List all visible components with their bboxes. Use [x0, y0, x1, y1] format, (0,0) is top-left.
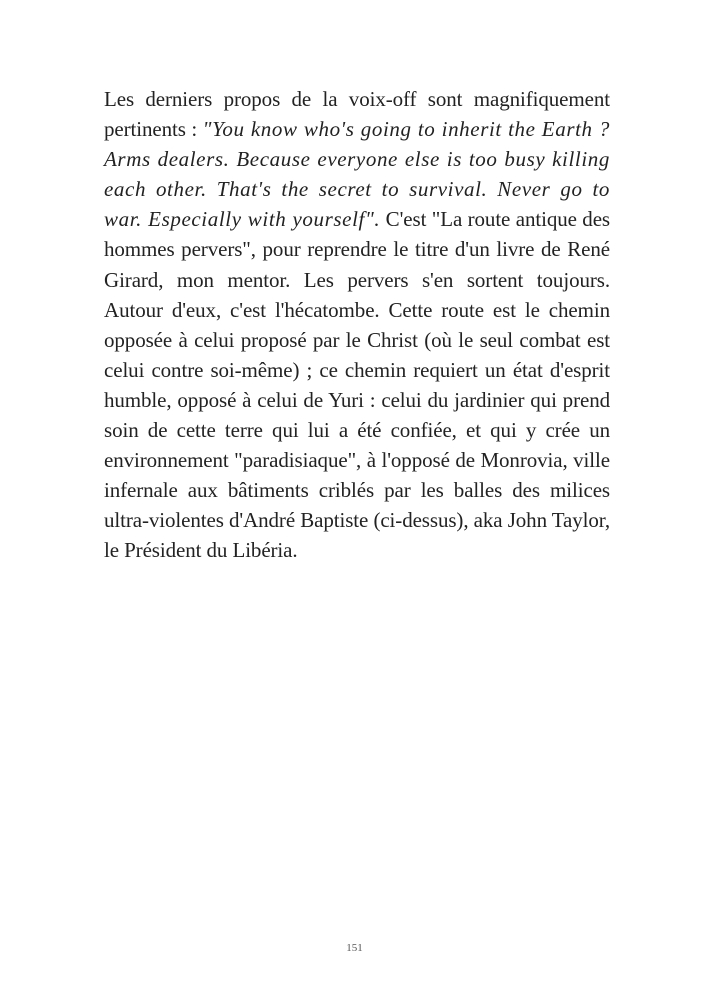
paragraph-commentary: C'est "La route antique des hommes pervers", pour reprendre le titre d'un livre de René Girard, mon mentor. Les pervers s'en sortent toujours. Autour d'eux, c'est l'hécatombe. Cette route est le chemin opposée à celui proposé par le Christ (où le seul combat est celui contre soi-même) ; ce chemin requiert un état d'esprit humble, opposé à celui de Yuri : celui du jardinier qui prend soin de cette terre qui lui a été confiée, et qui y crée un environnement "paradisiaque", à l'opposé de Monrovia, ville infernale aux bâtiments criblés par les balles des milices ultra-violentes d'André Baptiste (ci-dessus), aka John Taylor, le Président du Libéria. — [104, 207, 610, 563]
body-paragraph — [104, 84, 610, 566]
paragraph-intro: Les derniers propos de la voix-off sont magnifiquement pertinents : — [104, 87, 610, 142]
voice-over-quote: "You know who's going to inherit the Earth ? Arms dealers. Because everyone else is too busy killing each other. That's the secret to survival. Never go to war. Especially with yourself". — [104, 117, 610, 232]
page-number: 151 — [346, 942, 363, 954]
